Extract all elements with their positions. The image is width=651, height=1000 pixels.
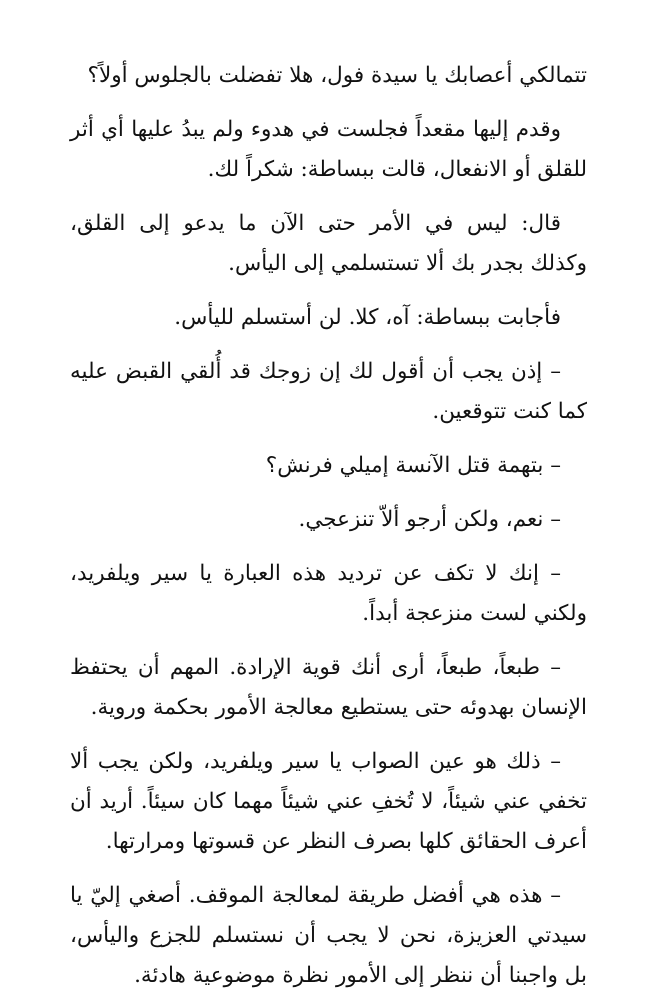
paragraph-2: وقدم إليها مقعداً فجلست في هدوء ولم يبدُ عليها أي أثر للقلق أو الانفعال، قالت ببساطة: شكراً لك. [70,117,587,182]
paragraph-1: تتمالكي أعصابك يا سيدة فول، هلا تفضلت بالجلوس أولاً؟ [87,63,587,88]
paragraph-5: – إذن يجب أن أقول لك إن زوجك قد أُلقي القبض عليه كما كنت تتوقعين. [70,359,587,424]
paragraph-8: – إنك لا تكف عن ترديد هذه العبارة يا سير ويلفريد، ولكني لست منزعجة أبداً. [70,561,587,626]
paragraph-11: – هذه هي أفضل طريقة لمعالجة الموقف. أصغي إليّ يا سيدتي العزيزة، نحن لا يجب أن نستسلم للجزع واليأس، بل واجبنا أن ننظر إلى الأمور نظرة موضوعية هادئة. [70,883,587,988]
paragraph-4: فأجابت ببساطة: آه، كلا. لن أستسلم لليأس. [174,305,561,330]
paragraph-10: – ذلك هو عين الصواب يا سير ويلفريد، ولكن يجب ألا تخفي عني شيئاً، لا تُخفِ عني شيئاً مهما كان سيئاً. أريد أن أعرف الحقائق كلها بصرف النظر عن قسوتها ومرارتها. [70,749,587,854]
paragraph-6: – بتهمة قتل الآنسة إميلي فرنش؟ [265,453,561,478]
paragraph-7: – نعم، ولكن أرجو ألاّ تنزعجي. [298,507,561,532]
paragraph-9: – طبعاً، طبعاً، أرى أنك قوية الإرادة. المهم أن يحتفظ الإنسان بهدوئه حتى يستطيع معالجة الأمور بحكمة وروية. [70,655,587,720]
paragraph-3: قال: ليس في الأمر حتى الآن ما يدعو إلى القلق، وكذلك بجدر بك ألا تستسلمي إلى اليأس. [70,211,587,276]
